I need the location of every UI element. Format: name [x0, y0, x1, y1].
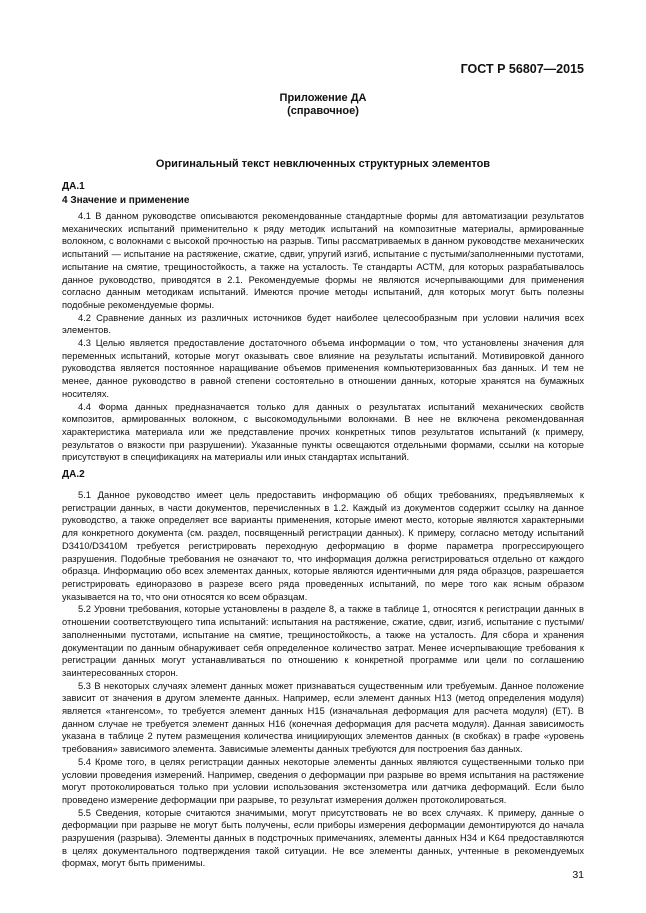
annex-title: Приложение ДА — [279, 92, 367, 104]
page-number: 31 — [572, 869, 584, 881]
section-heading: 4 Значение и применение — [62, 195, 190, 206]
section-label-da2: ДА.2 — [62, 469, 85, 481]
annex-subtitle: (справочное) — [287, 105, 359, 117]
standard-header: ГОСТ Р 56807—2015 — [460, 62, 584, 76]
document-title: Оригинальный текст невключенных структурных элементов — [155, 158, 491, 170]
paragraph-5-4: 5.4 Кроме того, в целях регистрации данных некоторые элементы данных являются существенными только при условии проведения измерений. Например, сведения о деформации при разрыве во время испытания на растяжение могут протоколироваться только при условии использования экстензометра или датчика деформаций. Если было проведено измерение деформации при разрыве, то результат измерения должен протоколироваться. — [62, 756, 584, 805]
page-body — [62, 180, 584, 870]
paragraph-5-2: 5.2 Уровни требования, которые установлены в разделе 8, а также в таблице 1, относятся к регистрации данных в отношении соответствующего типа испытаний: испытания на растяжение, сжатие, сдвиг, изгиб, испытание с пустыми/заполненными пустотами, испытание на смятие, трещиностойкость, а также на усталость. Для сбора и хранения документации по данным обнаруживает себя определенное количество затрат. Менее исчерпывающие требования к регистрации данных могут устанавливаться по отношению к конкретной программе или цели по соглашению заинтересованных сторон. — [62, 604, 584, 678]
paragraph-4-4: 4.4 Форма данных предназначается только для данных о результатах испытаний механических свойств композитов, армированных волокном, с высокомодульными волокнами. В нее не включена рекомендованная характеристика материала или же представление прочих конкретных типов результатов испытаний (к примеру, результатов о вязкости при разрушении). Указанные пункты освещаются отдельными формами, ссылки на которые присутствуют в спецификациях на материалы или иных стандартах испытаний. — [62, 401, 584, 463]
paragraph-4-1: 4.1 В данном руководстве описываются рекомендованные стандартные формы для автоматизации результатов механических испытаний применительно к ряду методик испытаний на композитные материалы, армированные волокном, с волокнами с высокой прочностью на разрыв. Типы рассматриваемых в данном руководстве механических испытаний — испытание на растяжение, сжатие, сдвиг, упругий изгиб, испытание с пустыми/заполненными пустотами, испытание на смятие, трещиностойкость, а также на усталость. Те стандарты АСТМ, для которых разрабатывалось данное руководство, приводятся в 2.1. Рекомендуемые формы не являются исчерпывающими для применения согласно данным методикам испытаний. Имеются прочие методы испытаний, для которых могут быть полезны подобные рекомендуемые формы. — [62, 211, 584, 310]
paragraph-5-3: 5.3 В некоторых случаях элемент данных может признаваться существенным или требуемым. Данное положение зависит от значения в другом элементе данных. Например, если элемент данных H13 (метод определения модуля) является «тангенсом», то требуется элемент данных H15 (изначальная деформация для расчета модуля) (ET). В данном случае не требуется элемент данных H16 (конечная деформация для расчета модуля). Данная зависимость указана в таблице 2 путем размещения количества инициирующих элементов данных (в скобках) в графе «уровень требования» зависимого элемента. Зависимые элементы данных требуются для построения баз данных. — [62, 680, 584, 755]
paragraph-5-1: 5.1 Данное руководство имеет цель предоставить информацию об общих требованиях, предъявляемых к регистрации данных, в части документов, перечисленных в 1.2. Каждый из документов содержит ссылку на данное руководство, а также определяет все варианты применения, которые имеют место, которые являются характерными для конкретного документа (см. раздел, посвященный регистрации данных). К примеру, согласно методу испытаний D3410/D3410M требуется регистрировать переходную деформацию в форме параметра прогрессирующего разрушения. Подобные требования не означают то, что информация должна регистрироваться отдельно от каждого образца. Информацию обо всех элементах данных, которые являются идентичными для ряда образцов, разрешается регистрировать единоразово в разрезе всего ряда проведенных испытаний, по мере того как ясным образом указывается на то, что они относятся ко всем образцам. — [62, 490, 584, 602]
paragraph-4-2: 4.2 Сравнение данных из различных источников будет наиболее целесообразным при условии наличия всех элементов. — [62, 312, 584, 336]
paragraph-5-5: 5.5 Сведения, которые считаются значимыми, могут присутствовать не во всех случаях. К примеру, данные о деформации при разрыве не могут быть получены, если приборы измерения деформации демонтируются до начала разрушения (разрыва). Элементы данных в подстрочных примечаниях, элементы данных H34 и K64 предоставляются в целях документального подтверждения такой ситуации. Не все элементы данных, учтенные в рекомендуемых формах, могут быть применимы. — [62, 807, 584, 869]
paragraph-4-3: 4.3 Целью является предоставление достаточного объема информации о том, что установлены значения для переменных испытаний, которые могут оказывать свое влияние на результаты испытаний. Мотивировкой данного руководства является постоянное наращивание объемов применения компьютеризованных баз данных. И тем не менее, данное руководство в равной степени состоятельно в отношении данных, которые хранятся на бумажных носителях. — [62, 338, 584, 399]
section-label-da1: ДА.1 — [62, 181, 85, 192]
annex-heading — [0, 92, 646, 118]
